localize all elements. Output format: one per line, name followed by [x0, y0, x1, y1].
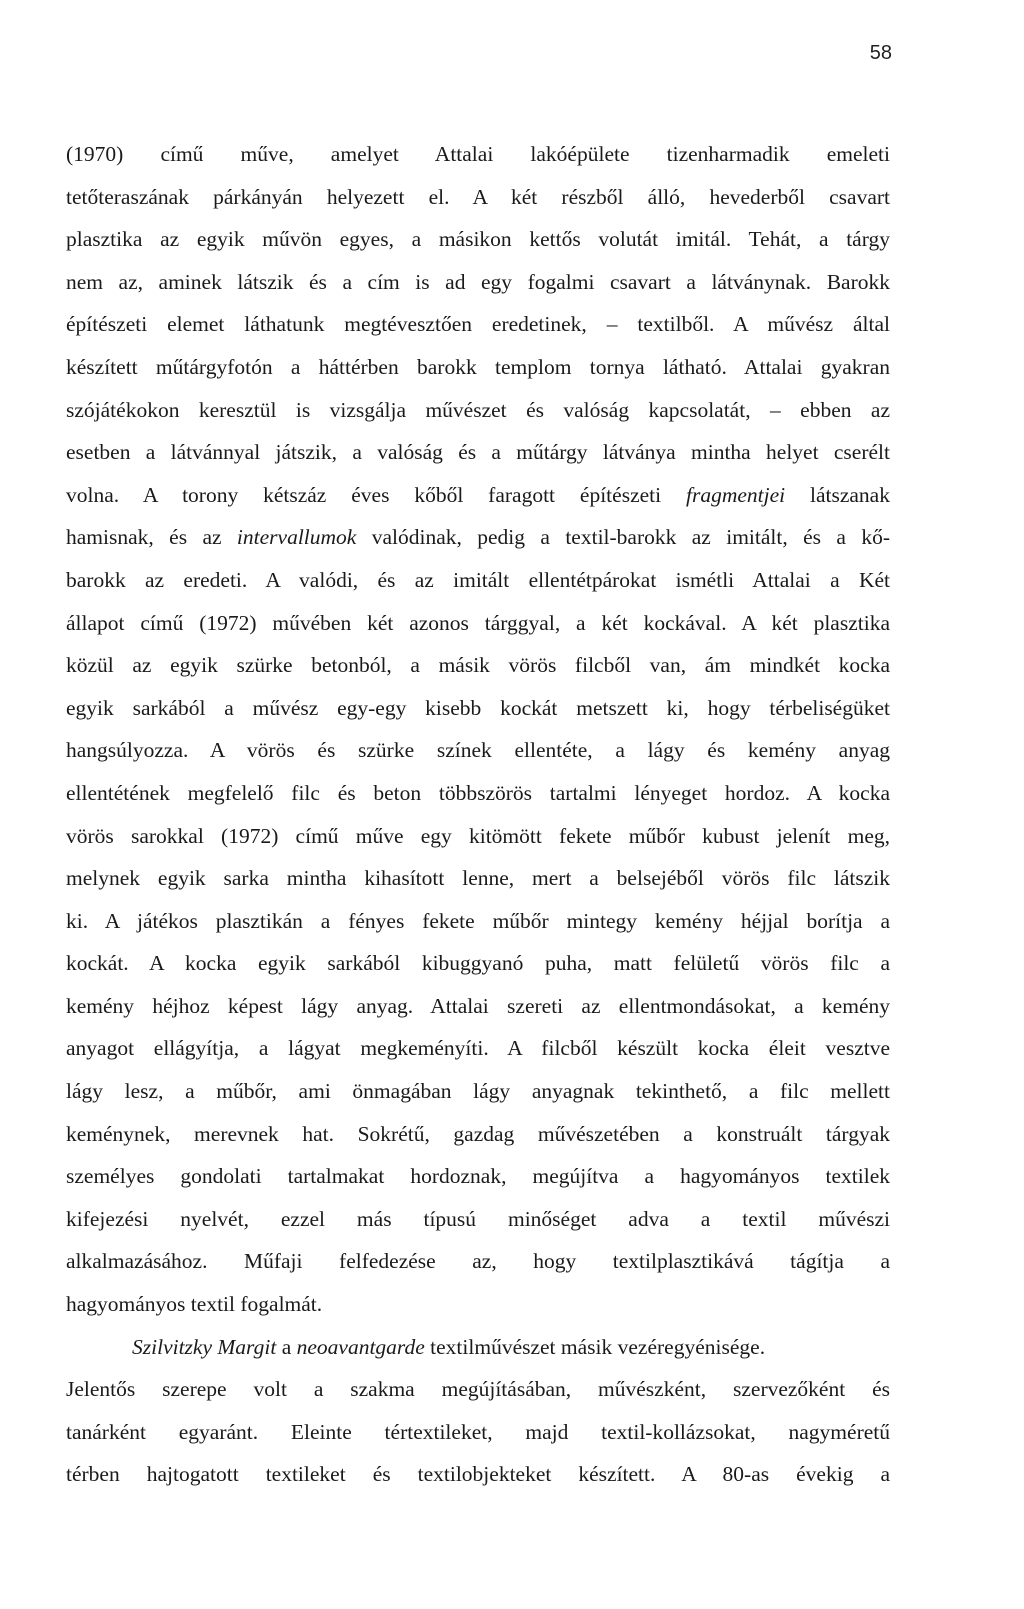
- text-line: térben hajtogatott textileket és textilobjekteket készített. A 80-as évekig a: [66, 1462, 890, 1487]
- text-line: egyik sarkából a művész egy-egy kisebb kockát metszett ki, hogy térbeliségüket: [66, 695, 890, 720]
- text-line: építészeti elemet láthatunk megtévesztően eredetinek, – textilből. A művész által: [66, 312, 890, 337]
- page-number: 58: [869, 42, 892, 64]
- italic-name: Szilvitzky Margit: [132, 1334, 277, 1359]
- text-line: Jelentős szerepe volt a szakma megújításában, művészként, szervezőként és: [66, 1377, 890, 1402]
- text-line: plasztika az egyik művön egyes, a másikon kettős volutát imitál. Tehát, a tárgy: [66, 227, 890, 252]
- text-line: ki. A játékos plasztikán a fényes fekete műbőr mintegy kemény héjjal borítja a: [66, 908, 890, 933]
- italic-term: fragmentjei: [685, 482, 786, 507]
- text-line: nem az, aminek látszik és a cím is ad egy fogalmi csavart a látványnak. Barokk: [66, 269, 890, 294]
- text-line: lágy lesz, a műbőr, ami önmagában lágy anyagnak tekinthető, a filc mellett: [66, 1079, 890, 1104]
- text-line: [66, 516, 890, 559]
- text-line: (1970) című műve, amelyet Attalai lakóépülete tizenharmadik emeleti: [66, 142, 890, 166]
- text-line: anyagot ellágyítja, a lágyat megkeményíti. A filcből készült kocka éleit vesztve: [66, 1036, 890, 1061]
- text-span: hamisnak, és az: [66, 525, 237, 550]
- paragraph-2: [66, 1326, 890, 1496]
- text-line: alkalmazásához. Műfaji felfedezése az, hogy textilplasztikává tágítja a: [66, 1249, 890, 1274]
- text-line: tanárként egyaránt. Eleinte tértextileket, majd textil-kollázsokat, nagyméretű: [66, 1419, 890, 1444]
- text-line: hangsúlyozza. A vörös és szürke színek ellentéte, a lágy és kemény anyag: [66, 738, 890, 763]
- text-line: készített műtárgyfotón a háttérben barokk templom tornya látható. Attalai gyakran: [66, 354, 890, 379]
- text-line: melynek egyik sarka mintha kihasított lenne, mert a belsejéből vörös filc látszik: [66, 866, 890, 891]
- italic-term: neoavantgarde: [296, 1334, 425, 1359]
- text-line: állapot című (1972) művében két azonos tárggyal, a két kockával. A két plasztika: [66, 610, 890, 635]
- text-line: [66, 474, 890, 517]
- text-line: ellentétének megfelelő filc és beton többszörös tartalmi lényeget hordoz. A kocka: [66, 780, 890, 805]
- text-span: textilművészet másik vezéregyénisége.: [424, 1334, 766, 1359]
- text-span: a: [276, 1334, 297, 1359]
- text-span: volna. A torony kétszáz éves kőből faragott építészeti: [66, 482, 686, 507]
- text-line: kockát. A kocka egyik sarkából kibuggyanó puha, matt felületű vörös filc a: [66, 951, 890, 976]
- text-line: szójátékokon keresztül is vizsgálja művészet és valóság kapcsolatát, – ebben az: [66, 397, 890, 422]
- paragraph-1: [66, 133, 890, 1326]
- text-line: vörös sarokkal (1972) című műve egy kitömött fekete műbőr kubust jelenít meg,: [66, 823, 890, 848]
- italic-term: intervallumok: [236, 525, 357, 550]
- text-line: [66, 1326, 890, 1369]
- text-line: kifejezési nyelvét, ezzel más típusú minőséget adva a textil művészi: [66, 1206, 890, 1231]
- text-span: látszanak: [785, 482, 890, 507]
- text-line: kemény héjhoz képest lágy anyag. Attalai szereti az ellentmondásokat, a kemény: [66, 993, 890, 1018]
- text-line: hagyományos textil fogalmát.: [66, 1292, 323, 1317]
- text-span: valódinak, pedig a textil-barokk az imitált, és a kő-: [356, 525, 890, 550]
- text-line: barokk az eredeti. A valódi, és az imitált ellentétpárokat ismétli Attalai a Két: [66, 567, 890, 592]
- text-line: személyes gondolati tartalmakat hordoznak, megújítva a hagyományos textilek: [66, 1164, 890, 1189]
- text-line: esetben a látvánnyal játszik, a valóság és a műtárgy látványa mintha helyet cserélt: [66, 440, 890, 465]
- body-text: [66, 133, 890, 1496]
- text-line: keménynek, merevnek hat. Sokrétű, gazdag művészetében a konstruált tárgyak: [66, 1121, 890, 1146]
- text-line: tetőteraszának párkányán helyezett el. A két részből álló, hevederből csavart: [66, 184, 890, 209]
- text-line: közül az egyik szürke betonból, a másik vörös filcből van, ám mindkét kocka: [66, 653, 890, 678]
